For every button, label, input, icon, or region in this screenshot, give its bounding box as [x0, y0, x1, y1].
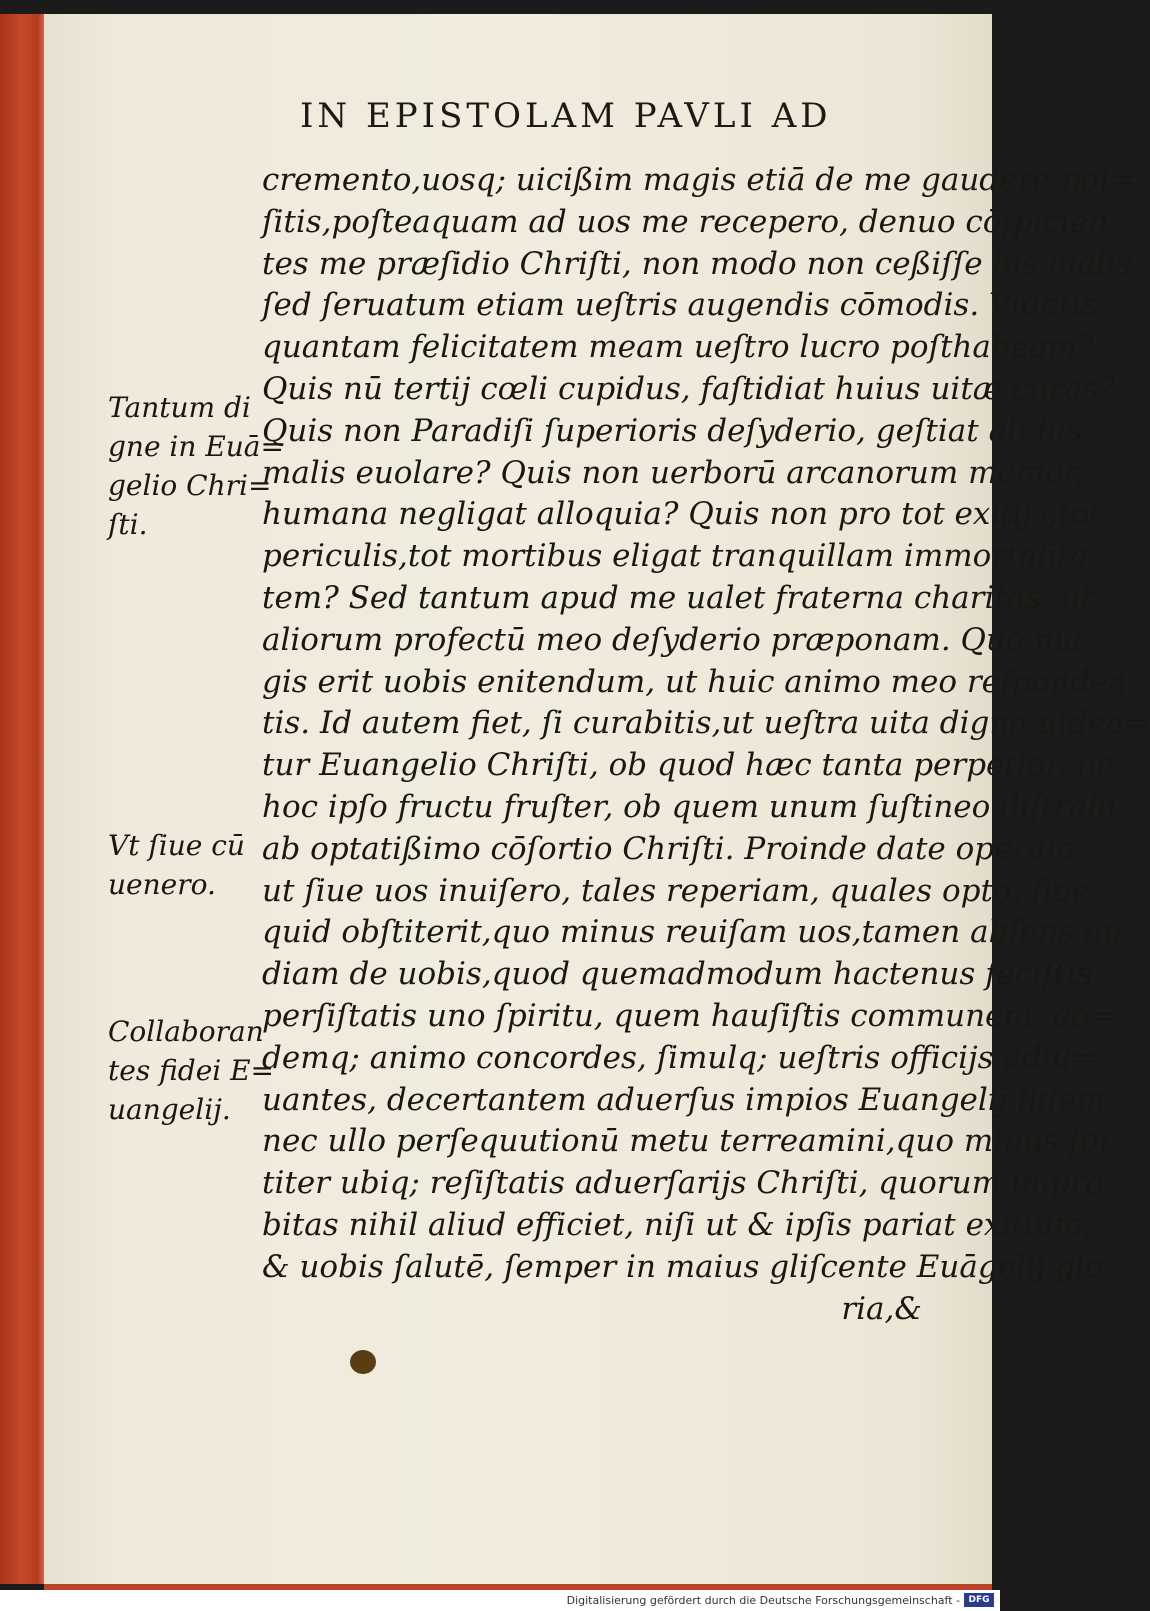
body-line: Quis non Paradiſi ſuperioris deſyderio, geſtiat ab his	[262, 412, 1083, 449]
body-line: malis euolare? Quis non uerborū arcanorum memor,	[262, 454, 1086, 491]
body-line: tes me præſidio Chriſti, non modo non ceßiſſe his malis	[262, 245, 1132, 282]
body-line: ab optatißimo cōſortio Chriſti. Proinde date operam,	[262, 830, 1086, 867]
body-line: cremento,uosq; uicißim magis etiā de me gaudere poſ=	[262, 162, 1137, 198]
body-line: periculis,tot mortibus eligat tranquillam immortalita	[262, 538, 1088, 575]
body-line: tur Euangelio Chriſti, ob quod hæc tanta perpetior, ne	[262, 747, 1115, 784]
body-line: hoc ipſo fructu fruſter, ob quem unum ſuſtineo diſtrahi	[262, 788, 1118, 825]
marginal-note-line: ſti.	[108, 508, 148, 541]
marginal-note-line: uenero.	[108, 868, 216, 901]
body-line: perſiſtatis uno ſpiritu, quem hauſiſtis communem, eo=	[262, 997, 1116, 1034]
body-line: diam de uobis,quod quemadmodum hactenus feciſtis,	[262, 956, 1102, 993]
body-line: uantes, decertantem aduerſus impios Euangelij fidem	[262, 1081, 1106, 1118]
marginal-note-line: gne in Euā=	[108, 430, 284, 463]
marginal-note	[108, 826, 268, 904]
running-head: IN EPISTOLAM PAVLI AD	[300, 96, 832, 136]
marginal-note	[108, 1012, 275, 1129]
body-line: aliorum profectū meo deſyderio præponam. Quo ma	[262, 621, 1083, 658]
body-line: tis. Id autem fiet, ſi curabitis,ut ueſtra uita digna uidea=	[262, 705, 1150, 742]
dfg-logo: DFG	[964, 1593, 994, 1607]
body-line: ſitis,poſteaquam ad uos me recepero, denuo cōſpicien	[262, 203, 1109, 240]
marginal-note-line: tes fidei E=	[108, 1054, 275, 1087]
body-line: gis erit uobis enitendum, ut huic animo meo reſpondea	[262, 663, 1127, 700]
catchword: ria,&	[841, 1290, 922, 1327]
body-line: quantam felicitatem meam ueſtro lucro poſthabeam?	[262, 329, 1094, 366]
body-line: demq; animo concordes, ſimulq; ueſtris officijs adiu=	[262, 1039, 1098, 1076]
body-line: & uobis ſalutē, ſemper in maius gliſcente Euāgelij glo	[262, 1248, 1104, 1285]
marginal-note	[108, 388, 284, 544]
marginal-note-line: Vt ſiue cū	[108, 829, 245, 862]
marginal-note-line: gelio Chri=	[108, 469, 272, 502]
marginal-note-line: uangelij.	[108, 1093, 231, 1126]
funding-credit: Digitalisierung gefördert durch die Deutsche Forschungsgemeinschaft -	[566, 1594, 960, 1607]
marginal-note-line: Collaboran	[108, 1015, 264, 1048]
ink-blot	[350, 1350, 376, 1374]
body-line: humana negligat alloquia? Quis non pro tot exitijs,tot	[262, 496, 1102, 533]
marginal-note-line: Tantum di	[108, 391, 251, 424]
body-line: bitas nihil aliud efficiet, niſi ut & ipſis pariat exitium,	[262, 1206, 1093, 1243]
body-line: ſed ſeruatum etiam ueſtris augendis cōmodis. Videtis	[262, 287, 1098, 324]
body-text	[262, 160, 1150, 1330]
body-line: titer ubiq; reſiſtatis aduerſarijs Chriſti, quorum impro	[262, 1165, 1104, 1202]
body-line: Quis nū tertij cœli cupidus, faſtidiat huius uitæ curas?	[262, 370, 1115, 407]
body-line: tem? Sed tantum apud me ualet fraterna charitas, ut	[262, 579, 1094, 616]
body-line: nec ullo perſequutionū metu terreamini,quo minus for	[262, 1123, 1114, 1160]
body-line: ut ſiue uos inuiſero, tales reperiam, quales opto, ſiue	[262, 872, 1091, 909]
body-line: quid obſtiterit,quo minus reuiſam uos,tamen abſens au	[262, 914, 1123, 951]
